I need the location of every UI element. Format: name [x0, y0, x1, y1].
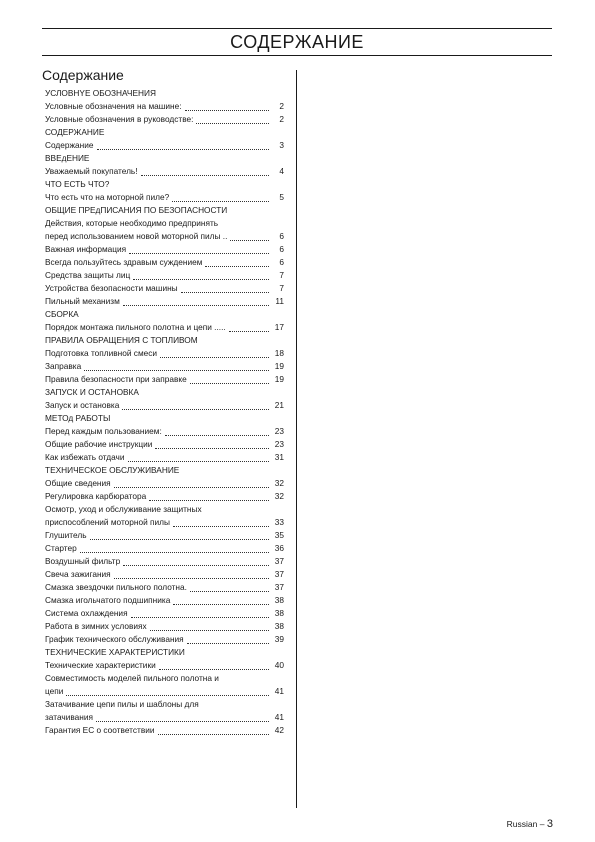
- dot-leader: [187, 642, 269, 644]
- toc-entry: [45, 477, 284, 490]
- toc-page-number: 37: [274, 556, 284, 566]
- toc-page-number: 42: [274, 725, 284, 735]
- toc-entry-label: Содержание: [45, 140, 94, 150]
- toc-page-number: 37: [274, 569, 284, 579]
- toc-entry: [45, 282, 284, 295]
- toc-entry-label: Смазка игольчатого подшипника: [45, 595, 171, 605]
- toc-entry-label: приспособлений моторной пилы: [45, 517, 170, 527]
- toc-entry-label: Совместимость моделей пильного полотна и: [45, 673, 219, 683]
- toc-entry-label: Свеча зажигания: [45, 569, 111, 579]
- toc-entry-label: Воздушный фильтр: [45, 556, 121, 566]
- toc-entry: [45, 451, 284, 464]
- dot-leader: [97, 148, 270, 150]
- toc-page-number: 33: [274, 517, 284, 527]
- dot-leader: [131, 616, 269, 618]
- toc-section-heading: ПРАВИЛА ОБРАЩЕНИЯ С ТОПЛИВОМ: [45, 335, 198, 345]
- toc-entry-label: Действия, которые необходимо предпринять: [45, 218, 219, 228]
- toc-section-heading: ВВЕдЕНИЕ: [45, 153, 90, 163]
- toc-entry: [45, 347, 284, 360]
- toc-section-heading: ЗАПУСК И ОСТАНОВКА: [45, 387, 139, 397]
- toc-entry-label: Условные обозначения на машине:: [45, 101, 182, 111]
- toc-entry-label: Система охлаждения: [45, 608, 128, 618]
- toc-entry-label: График технического обслуживания: [45, 634, 184, 644]
- toc-entry-label: Стартер: [45, 543, 77, 553]
- toc-entry: [45, 594, 284, 607]
- toc-entry: [45, 542, 284, 555]
- toc-page-number: 11: [275, 296, 284, 306]
- toc-page-number: 5: [279, 192, 284, 202]
- toc-entry-label: цепи: [45, 686, 64, 696]
- toc-page-number: 6: [279, 257, 284, 267]
- toc-page-number: 38: [274, 621, 284, 631]
- toc-entry-label: Осмотр, уход и обслуживание защитных: [45, 504, 202, 514]
- toc-entry-label: Уважаемый покупатель!: [45, 166, 138, 176]
- toc-page-number: 4: [279, 166, 284, 176]
- toc-entry: [45, 243, 284, 256]
- toc-entry: [45, 620, 284, 633]
- toc-page-number: 18: [274, 348, 284, 358]
- toc-page-number: 2: [279, 114, 284, 124]
- toc-entry: [45, 100, 284, 113]
- dot-leader: [229, 330, 269, 332]
- dot-leader: [84, 369, 269, 371]
- toc-entry: [45, 295, 284, 308]
- toc-entry-label: Условные обозначения в руководстве:: [45, 114, 194, 124]
- toc-page-number: 23: [274, 426, 284, 436]
- toc-entry-label: Работа в зимних условиях: [45, 621, 147, 631]
- toc-entry-label: Пильный механизм: [45, 296, 120, 306]
- toc-entry: [45, 698, 284, 724]
- toc-page-number: 7: [279, 270, 284, 280]
- dot-leader: [133, 278, 269, 280]
- toc-section-heading: МЕТОд РАБОТЫ: [45, 413, 111, 423]
- toc-entry: [45, 529, 284, 542]
- toc-entry: [45, 438, 284, 451]
- toc-page-number: 31: [274, 452, 284, 462]
- toc-entry-label: Регулировка карбюратора: [45, 491, 147, 501]
- dot-leader: [66, 694, 269, 696]
- toc-page-number: 23: [274, 439, 284, 449]
- dot-leader: [90, 538, 269, 540]
- dot-leader: [123, 304, 269, 306]
- toc-entry-label: Устройства безопасности машины: [45, 283, 178, 293]
- dot-leader: [80, 551, 269, 553]
- dot-leader: [160, 356, 269, 358]
- toc-entry-label: Средства защиты лиц: [45, 270, 131, 280]
- dot-leader: [122, 408, 269, 410]
- dot-leader: [173, 603, 269, 605]
- toc-page-number: 38: [274, 595, 284, 605]
- toc-section-heading: ТЕХНИЧЕСКОЕ ОБСЛУЖИВАНИЕ: [45, 465, 180, 475]
- dot-leader: [181, 291, 269, 293]
- toc-section-heading: ЧТО ЕСТЬ ЧТО?: [45, 179, 110, 189]
- toc-entry: [45, 724, 284, 737]
- footer-language: Russian: [506, 819, 538, 829]
- toc-entry: [45, 633, 284, 646]
- toc-page-number: 37: [274, 582, 284, 592]
- toc-page-number: 3: [279, 140, 284, 150]
- toc-page-number: 41: [274, 686, 284, 696]
- toc-section-heading: УСЛОВНYЕ ОБОЗНАЧЕНИЯ: [45, 88, 156, 98]
- dot-leader: [165, 434, 269, 436]
- toc-page-number: 32: [274, 491, 284, 501]
- toc-entry: [45, 360, 284, 373]
- toc-entry: [45, 659, 284, 672]
- toc-page-number: 19: [274, 374, 284, 384]
- toc-page-number: 19: [274, 361, 284, 371]
- dot-leader: [185, 109, 269, 111]
- toc-page-number: 6: [279, 244, 284, 254]
- toc-entry-label: Всегда пользуйтесь здравым суждением: [45, 257, 203, 267]
- dot-leader: [155, 447, 269, 449]
- footer-separator: –: [539, 819, 545, 829]
- dot-leader: [173, 525, 269, 527]
- toc-entry-label: затачивания: [45, 712, 93, 722]
- toc-heading: Содержание: [42, 67, 124, 83]
- toc-page-number: 17: [274, 322, 284, 332]
- toc-entry: [45, 269, 284, 282]
- column-divider: [296, 70, 297, 808]
- dot-leader: [141, 174, 269, 176]
- toc-page-number: 36: [274, 543, 284, 553]
- toc-entry: [45, 503, 284, 529]
- toc-entry: [45, 607, 284, 620]
- toc-entry: [45, 165, 284, 178]
- toc-entry: [45, 321, 284, 334]
- toc-page-number: 6: [279, 231, 284, 241]
- dot-leader: [123, 564, 269, 566]
- toc-page-number: 40: [274, 660, 284, 670]
- toc-section-heading: СБОРКА: [45, 309, 79, 319]
- toc-entry: [45, 399, 284, 412]
- dot-leader: [96, 720, 269, 722]
- toc-entry-label: Что есть что на моторной пиле?: [45, 192, 170, 202]
- dot-leader: [150, 629, 269, 631]
- toc-entry: [45, 256, 284, 269]
- toc-page-number: 7: [279, 283, 284, 293]
- toc-page-number: 38: [274, 608, 284, 618]
- toc-entry-label: Общие сведения: [45, 478, 111, 488]
- dot-leader: [230, 239, 269, 241]
- dot-leader: [159, 668, 269, 670]
- toc-entry-label: Смазка звездочки пильного полотна.: [45, 582, 187, 592]
- toc-entry: [45, 490, 284, 503]
- toc-page-number: 21: [274, 400, 284, 410]
- page-header-title: СОДЕРЖАНИЕ: [42, 28, 552, 56]
- toc-page-number: 39: [274, 634, 284, 644]
- toc-entry-label: Затачивание цепи пилы и шаблоны для: [45, 699, 199, 709]
- toc-entry: [45, 217, 284, 243]
- toc-entry-label: Правила безопасности при заправке: [45, 374, 187, 384]
- dot-leader: [172, 200, 269, 202]
- toc-entry-label: Глушитель: [45, 530, 87, 540]
- dot-leader: [149, 499, 269, 501]
- dot-leader: [190, 590, 269, 592]
- toc-page-number: 35: [274, 530, 284, 540]
- toc-entry: [45, 568, 284, 581]
- toc-entry-label: Гарантия ЕС о соответствии: [45, 725, 155, 735]
- toc-entry-label: Технические характеристики: [45, 660, 156, 670]
- toc-entry: [45, 581, 284, 594]
- toc-section-heading: СОДЕРЖАНИЕ: [45, 127, 105, 137]
- table-of-contents: [45, 87, 284, 737]
- toc-entry: [45, 425, 284, 438]
- toc-entry-label: Как избежать отдачи: [45, 452, 125, 462]
- page-footer: [507, 818, 553, 830]
- dot-leader: [129, 252, 269, 254]
- toc-entry-label: Заправка: [45, 361, 82, 371]
- toc-entry: [45, 139, 284, 152]
- dot-leader: [196, 122, 269, 124]
- toc-entry-label: Подготовка топливной смеси: [45, 348, 158, 358]
- toc-page-number: 32: [274, 478, 284, 488]
- toc-entry-label: Перед каждым пользованием:: [45, 426, 162, 436]
- dot-leader: [190, 382, 269, 384]
- toc-entry-label: перед использованием новой моторной пилы ..: [45, 231, 228, 241]
- toc-entry: [45, 555, 284, 568]
- toc-entry-label: Важная информация: [45, 244, 127, 254]
- dot-leader: [158, 733, 269, 735]
- toc-entry: [45, 672, 284, 698]
- toc-section-heading: ОБЩИЕ ПРЕдПИСАНИЯ ПО БЕЗОПАСНОСТИ: [45, 205, 228, 215]
- toc-section-heading: ТЕХНИЧЕСКИЕ ХАРАКТЕРИСТИКИ: [45, 647, 185, 657]
- toc-page-number: 2: [279, 101, 284, 111]
- dot-leader: [128, 460, 269, 462]
- toc-entry: [45, 113, 284, 126]
- toc-entry-label: Общие рабочие инструкции: [45, 439, 153, 449]
- dot-leader: [114, 577, 269, 579]
- footer-page-number: 3: [546, 818, 553, 830]
- toc-entry-label: Порядок монтажа пильного полотна и цепи .....: [45, 322, 226, 332]
- toc-entry: [45, 191, 284, 204]
- dot-leader: [114, 486, 269, 488]
- toc-page-number: 41: [274, 712, 284, 722]
- toc-entry-label: Запуск и остановка: [45, 400, 120, 410]
- dot-leader: [205, 265, 269, 267]
- toc-entry: [45, 373, 284, 386]
